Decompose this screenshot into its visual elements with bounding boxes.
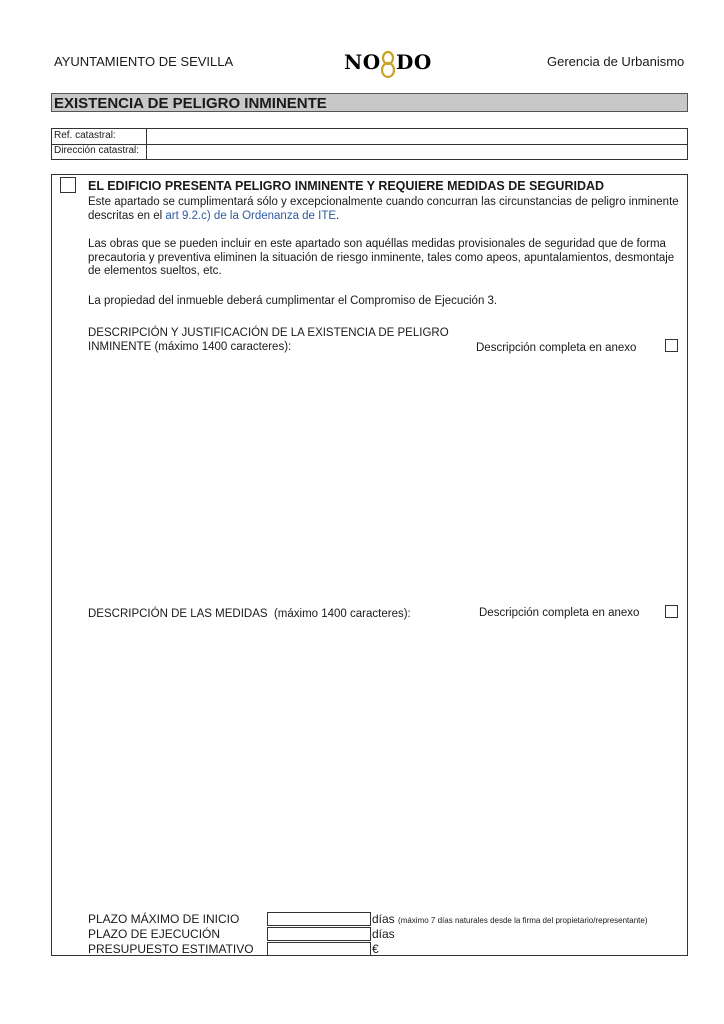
header-department: Gerencia de Urbanismo bbox=[547, 54, 685, 69]
medidas-max-text: (máximo 1400 caracteres): bbox=[273, 608, 411, 620]
medidas-label bbox=[88, 608, 411, 620]
descripcion-textarea[interactable] bbox=[88, 360, 678, 595]
plazo-inicio-unit bbox=[372, 912, 648, 926]
paragraph-compromiso: La propiedad del inmueble deberá cumplimentar el Compromiso de Ejecución 3. bbox=[88, 295, 498, 307]
plazo-ejecucion-unit: días bbox=[372, 927, 395, 941]
plazo-inicio-dias: días bbox=[372, 912, 395, 926]
peligro-inminente-checkbox[interactable] bbox=[60, 177, 76, 193]
plazo-inicio-input[interactable] bbox=[267, 912, 371, 926]
descripcion-label-line2: INMINENTE (máximo 1400 caracteres): bbox=[88, 341, 292, 353]
anexo-label-medidas: Descripción completa en anexo bbox=[479, 607, 640, 619]
header-organization: AYUNTAMIENTO DE SEVILLA bbox=[54, 54, 234, 69]
intro-end: . bbox=[336, 209, 340, 222]
plazo-ejecucion-label: PLAZO DE EJECUCIÓN bbox=[88, 927, 221, 941]
ref-table bbox=[51, 128, 688, 160]
logo-graphic bbox=[344, 48, 434, 78]
page-title: EXISTENCIA DE PELIGRO INMINENTE bbox=[54, 95, 327, 112]
direccion-catastral-field[interactable] bbox=[146, 144, 147, 159]
ordenanza-link[interactable]: art 9.2.c) de la Ordenanza de ITE bbox=[165, 209, 337, 222]
section-title-bar bbox=[51, 93, 688, 112]
descripcion-label bbox=[88, 326, 488, 354]
anexo-medidas-checkbox[interactable] bbox=[665, 605, 678, 618]
descripcion-label-line1: DESCRIPCIÓN Y JUSTIFICACIÓN DE LA EXISTENCIA DE PELIGRO bbox=[88, 327, 449, 339]
ref-catastral-row bbox=[52, 129, 687, 145]
ref-catastral-field[interactable] bbox=[146, 129, 147, 144]
direccion-catastral-row bbox=[52, 144, 687, 159]
anexo-label-descripcion: Descripción completa en anexo bbox=[476, 342, 637, 354]
presupuesto-unit: € bbox=[372, 942, 379, 956]
anexo-descripcion-checkbox[interactable] bbox=[665, 339, 678, 352]
section-heading: EL EDIFICIO PRESENTA PELIGRO INMINENTE Y REQUIERE MEDIDAS DE SEGURIDAD bbox=[88, 179, 605, 193]
no8do-logo bbox=[344, 48, 434, 78]
svg-text:NO: NO bbox=[344, 50, 381, 74]
direccion-catastral-label: Dirección catastral: bbox=[54, 145, 140, 156]
ref-catastral-label: Ref. catastral: bbox=[54, 130, 116, 141]
plazo-inicio-note: (máximo 7 días naturales desde la firma del propietario/representante) bbox=[398, 916, 648, 925]
presupuesto-label: PRESUPUESTO ESTIMATIVO bbox=[88, 942, 254, 956]
plazo-inicio-label: PLAZO MÁXIMO DE INICIO bbox=[88, 912, 240, 926]
paragraph-obras: Las obras que se pueden incluir en este apartado son aquéllas medidas provisionales de seguridad que de forma precautoria y preventiva eliminen la situación de riesgo inminente, tales como apeos, apuntalamientos, desmontaje de elementos sueltos, etc. bbox=[88, 238, 675, 277]
intro-text: Este apartado se cumplimentará sólo y excepcionalmente cuando concurran las circunstancias de peligro inminente descritas en el bbox=[88, 196, 679, 222]
medidas-label-text: DESCRIPCIÓN DE LAS MEDIDAS bbox=[88, 608, 268, 620]
presupuesto-input[interactable] bbox=[267, 942, 371, 956]
svg-text:DO: DO bbox=[396, 50, 432, 74]
medidas-textarea[interactable] bbox=[88, 625, 678, 905]
plazo-ejecucion-input[interactable] bbox=[267, 927, 371, 941]
paragraph-intro bbox=[88, 196, 683, 223]
